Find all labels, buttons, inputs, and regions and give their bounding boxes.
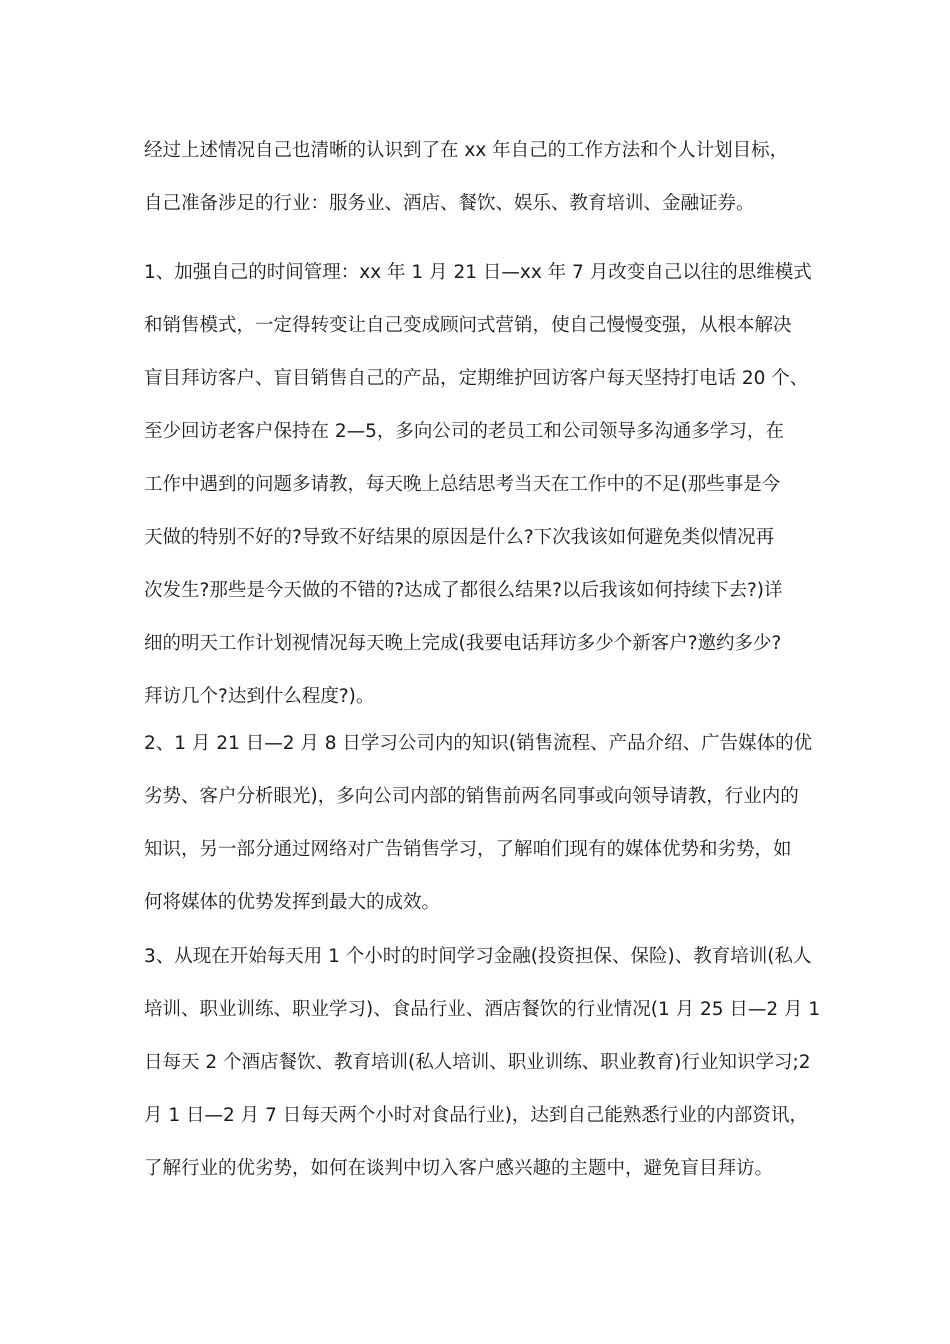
text-line: 了解行业的优劣势，如何在谈判中切入客户感兴趣的主题中，避免盲目拜访。 xyxy=(144,1158,774,1179)
text-line: 经过上述情况自己也清晰的认识到了在 xx 年自己的工作方法和个人计划目标， xyxy=(144,140,789,161)
text-line: 3、从现在开始每天用 1 个小时的时间学习金融(投资担保、保险)、教育培训(私人 xyxy=(144,946,812,967)
text-line: 次发生?那些是今天做的不错的?达成了都很么结果?以后我该如何持续下去?)详 xyxy=(144,580,783,601)
text-line: 天做的特别不好的?导致不好结果的原因是什么?下次我该如何避免类似情况再 xyxy=(144,527,775,548)
text-line: 知识，另一部分通过网络对广告销售学习，了解咱们现有的媒体优势和劣势，如 xyxy=(144,839,792,860)
text-line: 盲目拜访客户、盲目销售自己的产品，定期维护回访客户每天坚持打电话 20 个、 xyxy=(144,368,809,389)
text-line: 自己准备涉足的行业：服务业、酒店、餐饮、娱乐、教育培训、金融证券。 xyxy=(144,193,755,214)
text-line: 和销售模式，一定得转变让自己变成顾问式营销，使自己慢慢变强，从根本解决 xyxy=(144,315,792,336)
paragraph-item-1 xyxy=(144,246,824,723)
text-line: 培训、职业训练、职业学习)、食品行业、酒店餐饮的行业情况(1 月 25 日—2 月 1 xyxy=(144,999,821,1020)
paragraph-item-2 xyxy=(144,717,824,929)
text-line: 工作中遇到的问题多请教，每天晚上总结思考当天在工作中的不足(那些事是今 xyxy=(144,474,781,495)
text-line: 细的明天工作计划视情况每天晚上完成(我要电话拜访多少个新客户?邀约多少? xyxy=(144,633,782,654)
text-line: 2、1 月 21 日—2 月 8 日学习公司内的知识(销售流程、产品介绍、广告媒体的优 xyxy=(144,733,813,754)
text-line: 何将媒体的优势发挥到最大的成效。 xyxy=(144,892,441,913)
text-line: 至少回访老客户保持在 2—5，多向公司的老员工和公司领导多沟通多学习，在 xyxy=(144,421,784,442)
text-line: 拜访几个?达到什么程度?)。 xyxy=(144,686,375,707)
paragraph-item-3 xyxy=(144,930,824,1195)
text-line: 1、加强自己的时间管理：xx 年 1 月 21 日—xx 年 7 月改变自己以往的思维模式 xyxy=(144,262,812,283)
text-line: 日每天 2 个酒店餐饮、教育培训(私人培训、职业训练、职业教育)行业知识学习;2 xyxy=(144,1052,811,1073)
paragraph-intro xyxy=(144,124,824,230)
text-line: 月 1 日—2 月 7 日每天两个小时对食品行业)，达到自己能熟悉行业的内部资讯， xyxy=(144,1105,808,1126)
text-line: 劣势、客户分析眼光)，多向公司内部的销售前两名同事或向领导请教，行业内的 xyxy=(144,786,799,807)
